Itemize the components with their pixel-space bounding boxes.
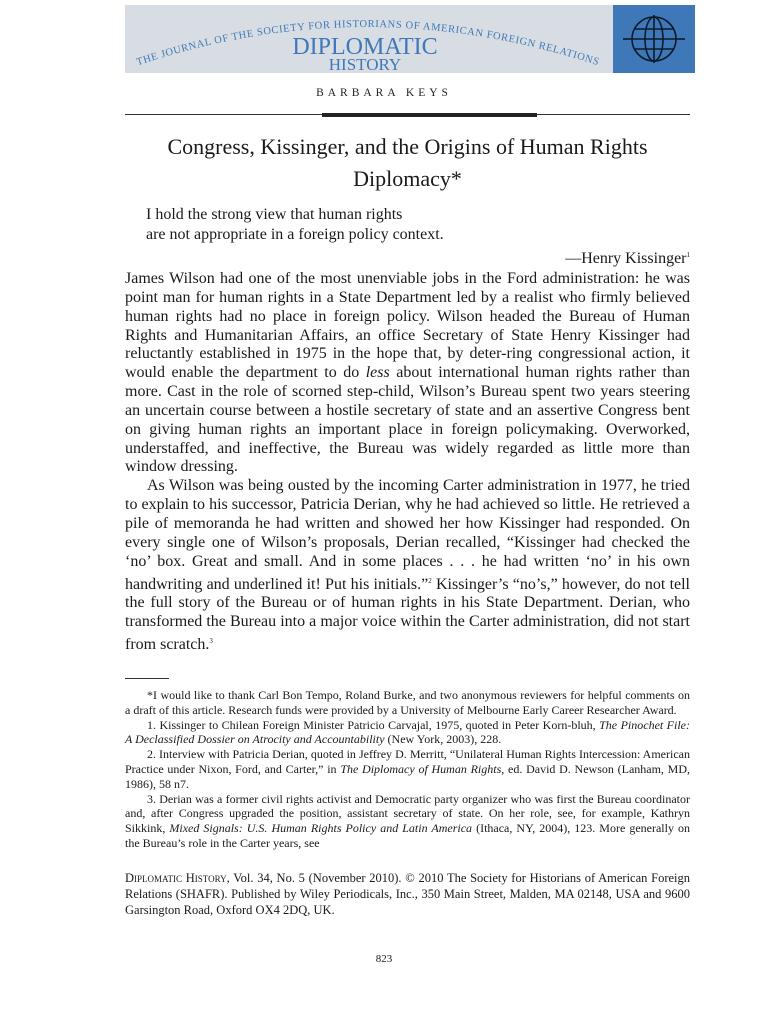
body-text: As Wilson was being ousted by the incoming Carter administration in 1977, he tried to explain to his successor, Patricia Derian, why he had achieved so little. He retrieved a pile of memoranda he had written and showed her how Kissinger had responded. On every single one of Wilson’s proposals, Derian recalled, “Kissinger had checked the ‘no’ box. Great and small. And in some places . . . he had written ‘no’ in his own handwriting and underlined it! Put his initials.”: [125, 477, 690, 593]
footnote-text: (New York, 2003), 228.: [384, 732, 502, 747]
footnote-1: [125, 718, 690, 748]
footnote-text: 2. Interview with Patricia Derian, quoted in Jeffrey D. Merritt, “Unilateral Human Rights Intercession: American Practice under Nixon, Ford, and Carter,” in: [125, 747, 690, 776]
journal-banner: [125, 5, 695, 73]
article-body: [125, 270, 690, 655]
epigraph-attribution: [565, 245, 690, 269]
article-author: BARBARA KEYS: [316, 87, 452, 99]
article-title: Congress, Kissinger, and the Origins of Human Rights Diplomacy*: [167, 134, 648, 191]
epigraph: [146, 205, 690, 245]
body-text: about international human rights rather than more. Cast in the role of scorned step-child, Wilson’s Bureau spent two years steering an uncertain course between a hostile secretary of state and an assertive Congress bent on giving human rights an important place in foreign policymaking. Overworked, understaffed, and ineffective, the Bureau was widely regarded as little more than window dressing.: [125, 364, 691, 476]
footnote-emphasis: The Pinochet File: A Declassified Dossier on Atrocity and Accountability: [125, 717, 690, 747]
footnote-emphasis: The Diplomacy of Human Rights: [340, 761, 502, 776]
body-emphasis: less: [365, 364, 390, 382]
footnote-rule: [125, 678, 169, 679]
imprint-text: , Vol. 34, No. 5 (November 2010). © 2010 The Society for Historians of American Foreign Relations (SHAFR). Published by Wiley Periodicals, Inc., 350 Main Street, Malden, MA 02148, USA and 9600 Garsington Road, Oxford OX4 2DQ, UK.: [125, 871, 691, 917]
journal-logo: [125, 5, 613, 73]
globe-icon: [613, 5, 695, 73]
journal-arc-text: THE JOURNAL OF THE SOCIETY FOR HISTORIANS OF AMERICAN FOREIGN RELATIONS: [135, 18, 601, 69]
footnotes: [125, 688, 690, 851]
footnote-text: 3. Derian was a former civil rights activist and Democratic party organizer who was first the Bureau coordinator and, after Congress upgraded the position, assistant secretary of state. On her role, see, for example, Kathryn Sikkink,: [125, 791, 690, 836]
footnote-ref: 2: [428, 576, 432, 585]
footnote-text: 1. Kissinger to Chilean Foreign Minister Patricio Carvajal, 1975, quoted in Peter Korn-bluh,: [147, 717, 600, 732]
footnote-emphasis: Mixed Signals: U.S. Human Rights Policy and Latin America: [169, 821, 473, 836]
epigraph-line2: are not appropriate in a foreign policy context.: [146, 226, 444, 243]
footnote-text: , ed. David D. Newson (Lanham, MD, 1986), 58 n7.: [125, 761, 690, 791]
body-paragraph: [125, 270, 690, 477]
body-text: James Wilson had one of the most unenviable jobs in the Ford administration: he was point man for human rights in a State Department led by a realist who firmly believed human rights had no place in foreign policy. Wilson headed the Bureau of Human Rights and Humanitarian Affairs, an office Secretary of State Henry Kissinger had reluctantly established in 1975 in the hope that, by deter-ring congressional action, it would enable the department to do: [125, 270, 690, 382]
footnote-ref: 1: [686, 251, 690, 259]
journal-imprint: [125, 870, 690, 918]
body-paragraph: [125, 477, 690, 655]
footnote-text: (Ithaca, NY, 2004), 123. More generally on the Bureau’s role in the Carter years, see: [125, 821, 690, 850]
footnote-3: [125, 792, 690, 851]
page-number: 823: [375, 953, 393, 965]
epigraph-line1: I hold the strong view that human rights: [146, 206, 403, 223]
imprint-journal-name: Diplomatic History: [125, 871, 227, 885]
footnote-ref: 3: [209, 637, 213, 646]
epigraph-attribution-text: —Henry Kissinger: [565, 250, 687, 267]
body-text: Kissinger’s “no’s,” however, do not tell the full story of the Bureau or of human rights in his State Department. Derian, who transformed the Bureau into a major voice within the Carter administration, did not start from scratch.: [125, 575, 691, 654]
footnote-star: *I would like to thank Carl Bon Tempo, Roland Burke, and two anonymous reviewers for helpful comments on a draft of this article. Research funds were provided by a University of Melbourne Early Career Researcher Award.: [125, 688, 690, 717]
logo-line2: HISTORY: [328, 55, 402, 73]
footnote-2: [125, 747, 690, 791]
globe-logo-box: [613, 5, 695, 73]
header-rule-accent: [322, 113, 537, 117]
logo-line1: DIPLOMATIC: [292, 34, 438, 60]
